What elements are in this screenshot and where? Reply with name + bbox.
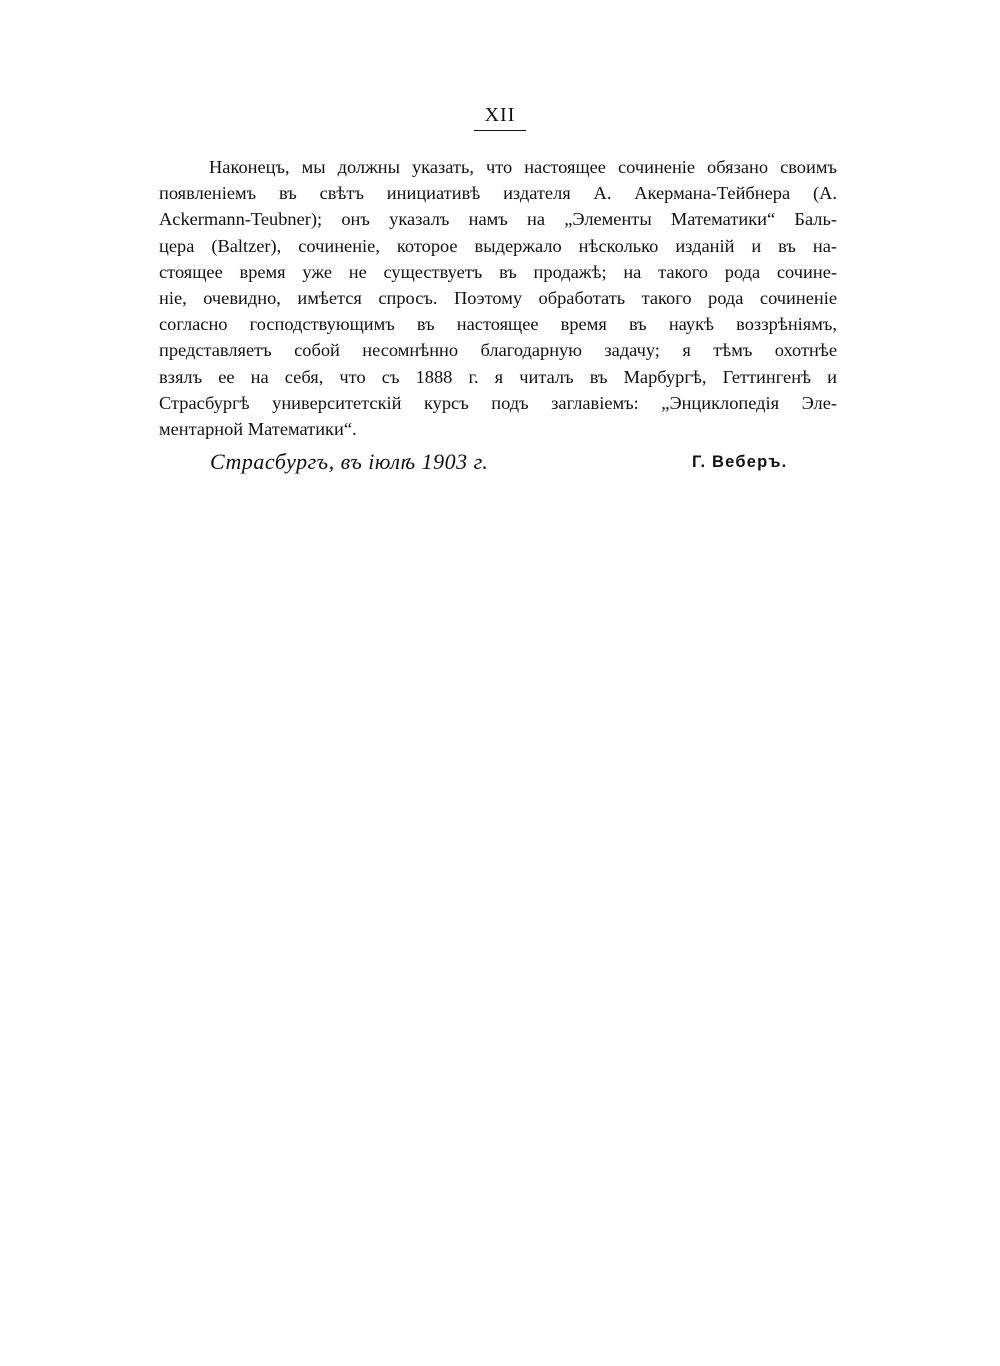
place-date: Страсбургъ, въ іюлѣ 1903 г. — [210, 449, 489, 474]
paragraph-line: Страсбургѣ университетскій курсъ подъ заглавіемъ: „Энциклопедія Эле- — [159, 392, 837, 413]
paragraph-line: Наконецъ, мы должны указать, что настоящее сочиненіе обязано своимъ — [209, 157, 837, 177]
paragraph-line: Ackermann-Teubner); онъ указалъ намъ на „Элементы Математики“ Баль- — [159, 209, 837, 230]
paragraph-line: представляетъ собой несомнѣнно благодарную задачу; я тѣмъ охотнѣе — [159, 340, 837, 361]
paragraph-line: стоящее время уже не существуетъ въ продажѣ; на такого рода сочине- — [159, 261, 837, 282]
page-number-rule — [474, 130, 526, 131]
paragraph-line: согласно господствующимъ въ настоящее время въ наукѣ воззрѣніямъ, — [159, 314, 837, 335]
paragraph-line: ментарной Математики“. — [159, 418, 357, 439]
paragraph-line: цера (Baltzer), сочиненіе, которое выдержало нѣсколько изданій и въ на- — [159, 235, 837, 256]
paragraph-line: взялъ ее на себя, что съ 1888 г. я читалъ въ Марбургѣ, Геттингенѣ и — [159, 366, 837, 387]
paragraph-line: ніе, очевидно, имѣется спросъ. Поэтому обработать такого рода сочиненіе — [159, 287, 837, 308]
paragraph-line: появленіемъ въ свѣтъ инициативѣ издателя А. Акермана-Тейбнера (А. — [159, 183, 837, 204]
page-number: XII — [484, 104, 516, 126]
author-signature: Г. Веберъ. — [692, 453, 788, 471]
body-paragraph — [159, 154, 837, 442]
